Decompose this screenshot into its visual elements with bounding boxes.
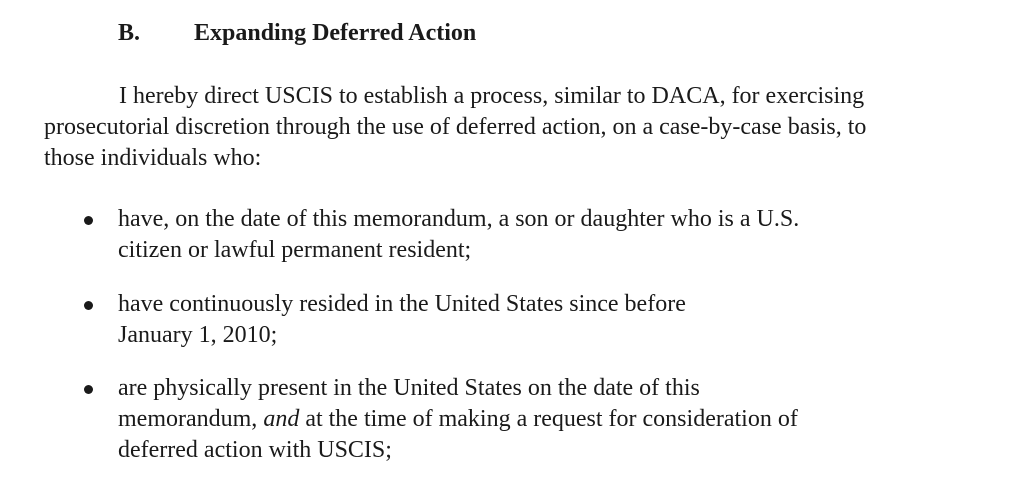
intro-line: those individuals who:: [44, 145, 262, 171]
text-run: memorandum,: [118, 406, 264, 432]
list-item-line: have, on the date of this memorandum, a son or daughter who is a U.S.: [118, 206, 800, 232]
intro-line: prosecutorial discretion through the use of deferred action, on a case-by-case basis, to: [44, 114, 867, 140]
list-item-text: [118, 204, 799, 266]
intro-line: I hereby direct USCIS to establish a process, similar to DACA, for exercising: [119, 83, 865, 109]
list-item-line: have continuously resided in the United States since before: [118, 291, 686, 317]
bullet-icon: [84, 385, 93, 394]
text-run: at the time of making a request for consideration of: [299, 406, 798, 432]
bullet-icon: [84, 301, 93, 310]
list-item-line: [118, 404, 798, 435]
bullet-icon: [84, 216, 93, 225]
section-title: Expanding Deferred Action: [194, 20, 477, 46]
section-heading: [118, 18, 476, 48]
list-item-line: citizen or lawful permanent resident;: [118, 237, 472, 263]
emphasis-text: and: [263, 406, 300, 432]
list-item-text: [118, 373, 798, 466]
list-item-line: January 1, 2010;: [118, 322, 278, 348]
list-item-line: deferred action with USCIS;: [118, 437, 392, 463]
list-item-line: are physically present in the United States on the date of this: [118, 375, 700, 401]
list-item-text: [118, 289, 686, 351]
intro-paragraph: [44, 81, 974, 174]
section-number: B.: [118, 20, 141, 46]
